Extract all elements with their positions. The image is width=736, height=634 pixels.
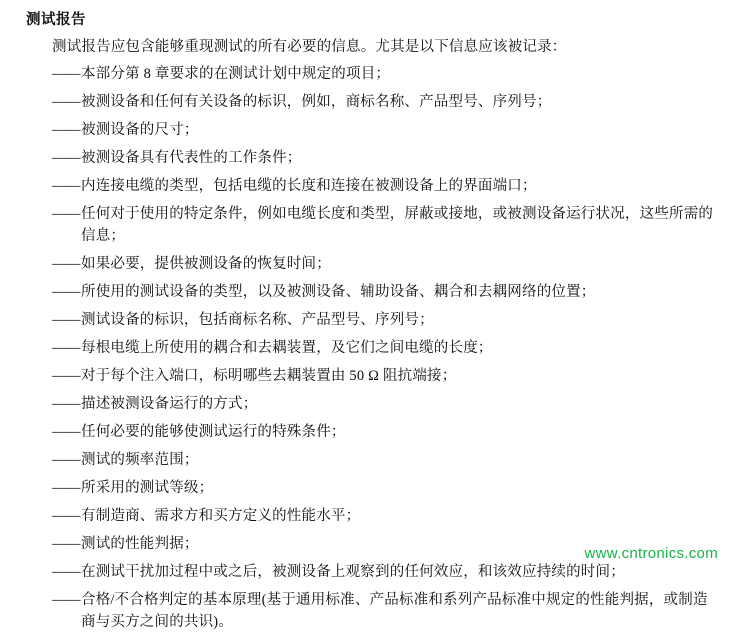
list-item [52, 281, 720, 303]
list-item-text: 每根电缆上所使用的耦合和去耦装置，及它们之间电缆的长度； [81, 339, 493, 356]
list-item-text: 所使用的测试设备的类型，以及被测设备、辅助设备、耦合和去耦网络的位置； [81, 284, 596, 301]
list-item [52, 147, 720, 169]
list-item [52, 203, 720, 248]
list-item [52, 119, 720, 141]
dash-marker: —— [52, 93, 80, 110]
list-item-text: 被测设备的尺寸； [81, 121, 199, 138]
list-item [52, 421, 720, 443]
dash-marker: —— [52, 563, 80, 580]
list-item-text: 本部分第 8 章要求的在测试计划中规定的项目； [81, 65, 391, 82]
list-item [52, 309, 720, 331]
list-item [52, 365, 720, 387]
dash-marker: —— [52, 177, 80, 194]
list-item-text: 所采用的测试等级； [81, 479, 214, 496]
dash-marker: —— [52, 451, 80, 468]
dash-marker: —— [52, 311, 80, 328]
list-item-text: 对于每个注入端口，标明哪些去耦装置由 50 Ω 阻抗端接； [81, 367, 457, 384]
list-item-text: 描述被测设备运行的方式； [81, 395, 258, 412]
list-item [52, 393, 720, 415]
dash-marker: —— [52, 591, 80, 608]
list-item-text: 被测设备和任何有关设备的标识，例如，商标名称、产品型号、序列号； [81, 93, 552, 110]
list-item [52, 91, 720, 113]
list-item [52, 449, 720, 471]
list-item [52, 337, 720, 359]
dash-marker: —— [52, 205, 80, 222]
dash-marker: —— [52, 479, 80, 496]
list-item [52, 589, 720, 634]
list-item-text: 有制造商、需求方和买方定义的性能水平； [81, 507, 361, 524]
list-item [52, 505, 720, 527]
dash-marker: —— [52, 149, 80, 166]
dash-marker: —— [52, 507, 80, 524]
list-item-text: 任何对于使用的特定条件，例如电缆长度和类型，屏蔽或接地，或被测设备运行状况，这些所需的信息； [81, 205, 714, 245]
list-item-text: 测试的性能判据； [81, 535, 199, 552]
list-item-text: 在测试干扰加过程中或之后，被测设备上观察到的任何效应，和该效应持续的时间； [81, 563, 625, 580]
page-title: 测试报告 [26, 12, 86, 28]
list-item [52, 253, 720, 275]
dash-marker: —— [52, 284, 80, 301]
list-item [52, 477, 720, 499]
dash-marker: —— [52, 256, 80, 273]
list-item [52, 175, 720, 197]
dash-marker: —— [52, 535, 80, 552]
dash-marker: —— [52, 395, 80, 412]
dash-marker: —— [52, 65, 80, 82]
dash-marker: —— [52, 423, 80, 440]
list-item-text: 任何必要的能够使测试运行的特殊条件； [81, 423, 346, 440]
list-item-text: 合格/不合格判定的基本原理(基于通用标准、产品标准和系列产品标准中规定的性能判据，或制造商与买方之间的共识)。 [81, 591, 708, 631]
list-item-text: 测试的频率范围； [81, 451, 199, 468]
list-item-text: 如果必要，提供被测设备的恢复时间； [81, 256, 331, 273]
list-item-text: 被测设备具有代表性的工作条件； [81, 149, 302, 166]
watermark: www.cntronics.com [584, 545, 718, 562]
list-item [52, 63, 720, 85]
dash-marker: —— [52, 121, 80, 138]
dash-marker: —— [52, 339, 80, 356]
dash-marker: —— [52, 367, 80, 384]
list-item-text: 测试设备的标识，包括商标名称、产品型号、序列号； [81, 311, 434, 328]
list-item-text: 内连接电缆的类型，包括电缆的长度和连接在被测设备上的界面端口； [81, 177, 537, 194]
intro-paragraph: 测试报告应包含能够重现测试的所有必要的信息。尤其是以下信息应该被记录： [52, 39, 567, 56]
